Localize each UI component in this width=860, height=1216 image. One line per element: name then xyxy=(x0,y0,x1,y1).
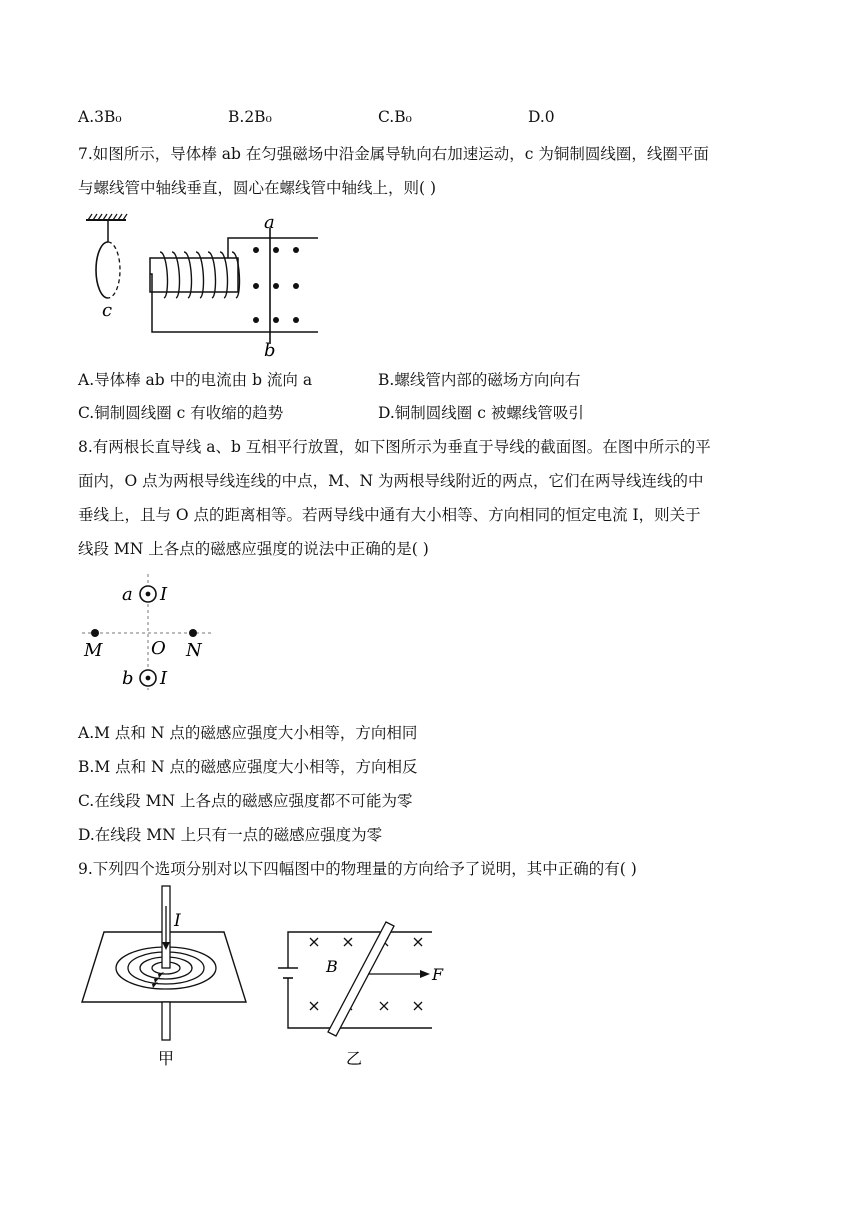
q7-stem-line-2: 与螺线管中轴线垂直，圆心在螺线管中轴线上，则( ) xyxy=(78,179,437,197)
label-a: a xyxy=(122,584,133,605)
label-N: N xyxy=(186,640,202,661)
q8-stem-line-2: 面内，O 点为两根导线连线的中点，M、N 为两根导线附近的两点，它们在两导线连线的中 xyxy=(78,472,704,490)
coil-c-front xyxy=(96,242,108,298)
label-yi: 乙 xyxy=(346,1049,363,1068)
label-I-bottom: I xyxy=(160,668,168,689)
q9-stem-line-1: 9.下列四个选项分别对以下四幅图中的物理量的方向给予了说明，其中正确的有( ) xyxy=(78,860,637,878)
q6-option-a: A.3B₀ xyxy=(78,108,122,126)
q8-option-b: B.M 点和 N 点的磁感应强度大小相等，方向相反 xyxy=(78,758,418,776)
q8-option-c: C.在线段 MN 上各点的磁感应强度都不可能为零 xyxy=(78,792,413,810)
q9-figure-jia xyxy=(78,884,258,1069)
label-I: I xyxy=(174,911,181,931)
label-F: F xyxy=(432,965,444,984)
label-c: c xyxy=(102,300,113,321)
q7-option-d: D.铜制圆线圈 c 被螺线管吸引 xyxy=(378,404,584,422)
label-jia: 甲 xyxy=(158,1049,175,1068)
q6-option-b: B.2B₀ xyxy=(228,108,272,126)
q8-option-d: D.在线段 MN 上只有一点的磁感应强度为零 xyxy=(78,826,383,844)
label-b: b xyxy=(122,668,134,689)
q9-figure-yi xyxy=(272,920,452,1070)
point-N xyxy=(189,629,197,637)
label-M: M xyxy=(84,640,103,661)
q7-option-a: A.导体棒 ab 中的电流由 b 流向 a xyxy=(78,371,313,389)
q6-option-d: D.0 xyxy=(528,108,555,126)
q8-stem-line-4: 线段 MN 上各点的磁感应强度的说法中正确的是( ) xyxy=(78,540,429,558)
label-b: b xyxy=(264,340,276,358)
coil-c-back xyxy=(108,242,120,298)
point-M xyxy=(91,629,99,637)
solenoid xyxy=(150,258,238,292)
q8-option-a: A.M 点和 N 点的磁感应强度大小相等，方向相同 xyxy=(78,724,418,742)
q6-option-c: C.B₀ xyxy=(378,108,412,126)
q7-stem-line-1: 7.如图所示，导体棒 ab 在匀强磁场中沿金属导轨向右加速运动，c 为铜制圆线圈，线圈平面 xyxy=(78,145,709,163)
label-I-top: I xyxy=(160,584,168,605)
label-B: B xyxy=(326,957,338,976)
q7-option-c: C.铜制圆线圈 c 有收缩的趋势 xyxy=(78,404,284,422)
q7-option-b: B.螺线管内部的磁场方向向右 xyxy=(378,371,581,389)
q8-stem-line-1: 8.有两根长直导线 a、b 互相平行放置，如下图所示为垂直于导线的截面图。在图中所示的平 xyxy=(78,438,711,456)
q8-stem-line-3: 垂线上，且与 O 点的距离相等。若两导线中通有大小相等、方向相同的恒定电流 I，则关于 xyxy=(78,506,701,524)
label-a: a xyxy=(264,212,275,233)
q7-figure xyxy=(78,208,328,358)
q8-figure xyxy=(78,572,228,692)
label-O: O xyxy=(151,638,166,659)
